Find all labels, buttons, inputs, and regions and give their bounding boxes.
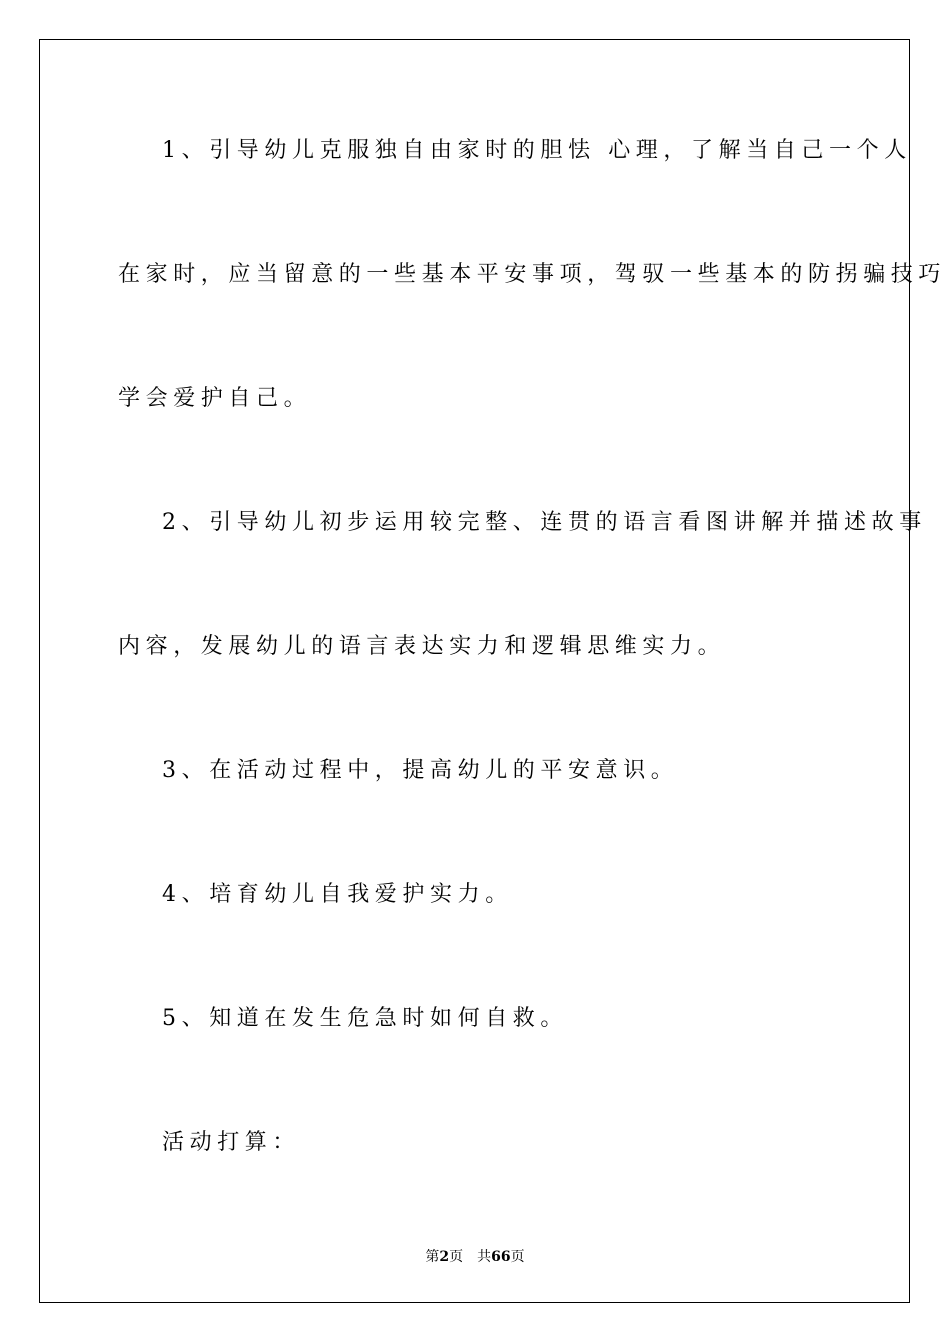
paragraph-1-line-1: 1、引导幼儿克服独自由家时的胆怯 心理，了解当自己一个人 — [162, 138, 912, 163]
paragraph-1-line-3: 学会爱护自己。 — [118, 386, 312, 411]
page-footer — [0, 1247, 950, 1267]
paragraph-4: 4、培育幼儿自我爱护实力。 — [162, 882, 513, 907]
paragraph-1-line-2: 在家时，应当留意的一些基本平安事项，驾驭一些基本的防拐骗技巧 — [118, 262, 947, 287]
footer-total-suffix: 页 — [510, 1249, 525, 1265]
section-heading: 活动打算： — [162, 1130, 301, 1155]
paragraph-3: 3、在活动过程中，提高幼儿的平安意识。 — [162, 758, 679, 783]
page-border — [39, 39, 947, 1303]
footer-page-number: 2 — [439, 1249, 450, 1265]
paragraph-2-line-1: 2、引导幼儿初步运用较完整、连贯的语言看图讲解并描述故事 — [162, 510, 927, 535]
footer-page-suffix: 页 — [449, 1249, 464, 1265]
footer-page-prefix: 第 — [425, 1249, 440, 1265]
paragraph-2-line-2: 内容，发展幼儿的语言表达实力和逻辑思维实力。 — [118, 634, 726, 659]
footer-total-pages: 66 — [491, 1249, 511, 1265]
footer-total-prefix: 共 — [477, 1249, 492, 1265]
paragraph-5: 5、知道在发生危急时如何自救。 — [162, 1006, 568, 1031]
